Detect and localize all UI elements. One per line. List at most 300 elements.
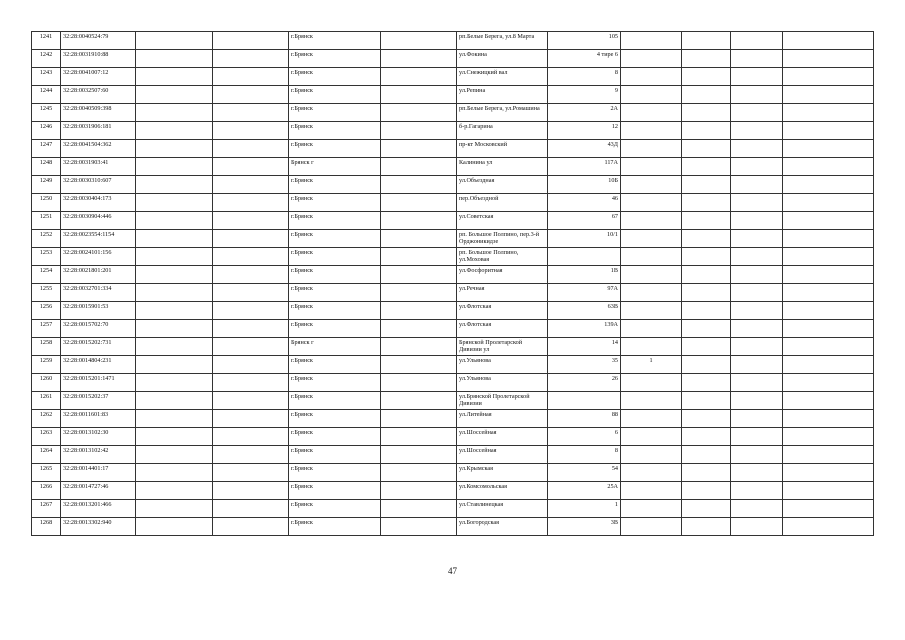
cell-cadastral-number: 32:28:0030404:173 xyxy=(61,194,136,212)
cell-cadastral-number: 32:28:0030310:607 xyxy=(61,176,136,194)
cell-empty xyxy=(381,212,457,230)
table-row xyxy=(32,284,874,302)
cell-empty xyxy=(213,212,289,230)
cell-extra xyxy=(621,122,682,140)
cell-house xyxy=(548,392,621,410)
cell-empty xyxy=(213,194,289,212)
cell-city: г.Брянск xyxy=(289,284,381,302)
cell-address: рп.Белые Берега, ул.Ромашина xyxy=(457,104,548,122)
cell-empty xyxy=(136,482,213,500)
table-row xyxy=(32,464,874,482)
cell-empty xyxy=(731,212,783,230)
cell-empty xyxy=(136,266,213,284)
cell-empty xyxy=(731,446,783,464)
cell-house: 35 xyxy=(548,356,621,374)
cell-empty xyxy=(136,338,213,356)
cell-empty xyxy=(136,320,213,338)
cell-address: пр-кт Московский xyxy=(457,140,548,158)
cell-number: 1262 xyxy=(32,410,61,428)
cell-empty xyxy=(682,392,731,410)
table-row xyxy=(32,482,874,500)
cell-house: 6 xyxy=(548,428,621,446)
cell-extra xyxy=(621,410,682,428)
cell-number: 1241 xyxy=(32,32,61,50)
cell-cadastral-number: 32:28:0032701:334 xyxy=(61,284,136,302)
cell-empty xyxy=(731,338,783,356)
cell-empty xyxy=(381,140,457,158)
cell-city: г.Брянск xyxy=(289,68,381,86)
cell-empty xyxy=(213,86,289,104)
cell-number: 1265 xyxy=(32,464,61,482)
cell-city: Брянск г xyxy=(289,338,381,356)
table-row xyxy=(32,140,874,158)
cell-extra xyxy=(621,284,682,302)
cell-empty xyxy=(731,464,783,482)
table-row xyxy=(32,230,874,248)
cell-house: 63В xyxy=(548,302,621,320)
cell-city: г.Брянск xyxy=(289,122,381,140)
cell-empty xyxy=(731,248,783,266)
cell-extra xyxy=(621,266,682,284)
cell-empty xyxy=(783,266,874,284)
cell-extra xyxy=(621,50,682,68)
cell-address: ул.Ставлинецкая xyxy=(457,500,548,518)
cell-house: 54 xyxy=(548,464,621,482)
table-row xyxy=(32,410,874,428)
cell-empty xyxy=(136,500,213,518)
cell-empty xyxy=(136,356,213,374)
cell-empty xyxy=(213,302,289,320)
cell-empty xyxy=(381,374,457,392)
table-row xyxy=(32,194,874,212)
cell-number: 1252 xyxy=(32,230,61,248)
cell-house: 139А xyxy=(548,320,621,338)
table-row xyxy=(32,104,874,122)
cell-empty xyxy=(136,68,213,86)
cell-extra xyxy=(621,32,682,50)
cell-empty xyxy=(783,482,874,500)
cell-cadastral-number: 32:28:0040524:79 xyxy=(61,32,136,50)
cell-number: 1250 xyxy=(32,194,61,212)
cell-extra xyxy=(621,212,682,230)
cell-empty xyxy=(682,482,731,500)
cell-empty xyxy=(731,518,783,536)
cell-address: ул.Комсомольская xyxy=(457,482,548,500)
cell-extra xyxy=(621,140,682,158)
cell-empty xyxy=(381,500,457,518)
cell-cadastral-number: 32:28:0013102:42 xyxy=(61,446,136,464)
cell-empty xyxy=(682,302,731,320)
cell-empty xyxy=(682,230,731,248)
cell-empty xyxy=(783,374,874,392)
cell-number: 1266 xyxy=(32,482,61,500)
cell-house: 8 xyxy=(548,68,621,86)
cell-empty xyxy=(783,86,874,104)
cell-empty xyxy=(682,158,731,176)
registry-table xyxy=(31,31,874,536)
cell-cadastral-number: 32:28:0014401:17 xyxy=(61,464,136,482)
cell-address: ул.Флотская xyxy=(457,320,548,338)
table-row xyxy=(32,302,874,320)
cell-house: 43Д xyxy=(548,140,621,158)
cell-city: г.Брянск xyxy=(289,518,381,536)
cell-empty xyxy=(783,122,874,140)
cell-empty xyxy=(213,122,289,140)
cell-empty xyxy=(381,320,457,338)
cell-empty xyxy=(381,194,457,212)
cell-cadastral-number: 32:28:0015202:37 xyxy=(61,392,136,410)
cell-empty xyxy=(381,446,457,464)
cell-address: рп. Большое Полпино, пер.3-й Орджоникидзе xyxy=(457,230,548,248)
cell-number: 1263 xyxy=(32,428,61,446)
cell-empty xyxy=(731,176,783,194)
cell-empty xyxy=(682,104,731,122)
cell-empty xyxy=(682,410,731,428)
cell-empty xyxy=(381,230,457,248)
cell-empty xyxy=(682,176,731,194)
cell-empty xyxy=(783,104,874,122)
cell-empty xyxy=(136,104,213,122)
cell-empty xyxy=(682,68,731,86)
cell-empty xyxy=(783,500,874,518)
cell-empty xyxy=(731,482,783,500)
cell-city: г.Брянск xyxy=(289,374,381,392)
cell-cadastral-number: 32:28:0040509:398 xyxy=(61,104,136,122)
table-row xyxy=(32,158,874,176)
cell-number: 1249 xyxy=(32,176,61,194)
cell-number: 1260 xyxy=(32,374,61,392)
cell-empty xyxy=(783,248,874,266)
cell-address: ул.Фосфоритная xyxy=(457,266,548,284)
page-number: 47 xyxy=(448,566,457,576)
cell-empty xyxy=(682,446,731,464)
cell-empty xyxy=(213,284,289,302)
cell-empty xyxy=(783,302,874,320)
cell-empty xyxy=(682,86,731,104)
cell-address: ул.Фокина xyxy=(457,50,548,68)
cell-extra xyxy=(621,176,682,194)
cell-empty xyxy=(136,302,213,320)
cell-extra xyxy=(621,158,682,176)
cell-empty xyxy=(783,464,874,482)
cell-city: г.Брянск xyxy=(289,194,381,212)
table-row xyxy=(32,176,874,194)
cell-empty xyxy=(213,338,289,356)
cell-empty xyxy=(213,464,289,482)
cell-address: ул.Ульянова xyxy=(457,374,548,392)
table-row xyxy=(32,212,874,230)
cell-house: 14 xyxy=(548,338,621,356)
cell-city: г.Брянск xyxy=(289,248,381,266)
cell-number: 1254 xyxy=(32,266,61,284)
cell-empty xyxy=(731,32,783,50)
cell-empty xyxy=(136,32,213,50)
cell-house: 2А xyxy=(548,104,621,122)
cell-extra xyxy=(621,482,682,500)
cell-city: г.Брянск xyxy=(289,320,381,338)
table-row xyxy=(32,32,874,50)
cell-empty xyxy=(682,50,731,68)
cell-cadastral-number: 32:28:0015201:1471 xyxy=(61,374,136,392)
cell-empty xyxy=(136,194,213,212)
cell-house: 8 xyxy=(548,446,621,464)
cell-empty xyxy=(731,320,783,338)
cell-house: 97А xyxy=(548,284,621,302)
cell-empty xyxy=(381,518,457,536)
cell-empty xyxy=(682,212,731,230)
cell-city: г.Брянск xyxy=(289,50,381,68)
cell-city: г.Брянск xyxy=(289,482,381,500)
cell-empty xyxy=(682,428,731,446)
cell-city: г.Брянск xyxy=(289,302,381,320)
cell-empty xyxy=(381,86,457,104)
cell-extra xyxy=(621,338,682,356)
cell-number: 1242 xyxy=(32,50,61,68)
cell-empty xyxy=(783,32,874,50)
cell-empty xyxy=(381,176,457,194)
cell-address: ул.Флотская xyxy=(457,302,548,320)
cell-cadastral-number: 32:28:0041007:12 xyxy=(61,68,136,86)
table-row xyxy=(32,86,874,104)
cell-city: г.Брянск xyxy=(289,32,381,50)
cell-empty xyxy=(682,464,731,482)
cell-empty xyxy=(783,518,874,536)
cell-empty xyxy=(731,302,783,320)
cell-number: 1267 xyxy=(32,500,61,518)
cell-empty xyxy=(381,482,457,500)
cell-empty xyxy=(783,320,874,338)
cell-house: 3В xyxy=(548,518,621,536)
cell-cadastral-number: 32:28:0013201:466 xyxy=(61,500,136,518)
cell-house: 12 xyxy=(548,122,621,140)
cell-empty xyxy=(682,248,731,266)
cell-cadastral-number: 32:28:0031906:181 xyxy=(61,122,136,140)
cell-empty xyxy=(682,320,731,338)
cell-extra xyxy=(621,428,682,446)
cell-address: ул.Брянской Пролетарской Дивизии xyxy=(457,392,548,410)
cell-empty xyxy=(783,68,874,86)
cell-address: Калинина ул xyxy=(457,158,548,176)
cell-number: 1259 xyxy=(32,356,61,374)
cell-empty xyxy=(731,194,783,212)
cell-address: ул.Крымская xyxy=(457,464,548,482)
cell-house: 1В xyxy=(548,266,621,284)
cell-empty xyxy=(783,284,874,302)
table-row xyxy=(32,446,874,464)
cell-cadastral-number: 32:28:0011601:83 xyxy=(61,410,136,428)
cell-empty xyxy=(783,212,874,230)
cell-house: 9 xyxy=(548,86,621,104)
cell-empty xyxy=(682,32,731,50)
cell-number: 1268 xyxy=(32,518,61,536)
cell-city: г.Брянск xyxy=(289,464,381,482)
cell-empty xyxy=(136,392,213,410)
cell-empty xyxy=(381,104,457,122)
cell-empty xyxy=(213,158,289,176)
cell-cadastral-number: 32:28:0032507:60 xyxy=(61,86,136,104)
cell-empty xyxy=(731,284,783,302)
table-row xyxy=(32,500,874,518)
table-row xyxy=(32,50,874,68)
cell-empty xyxy=(213,176,289,194)
cell-address: б-р.Гагарина xyxy=(457,122,548,140)
cell-empty xyxy=(213,428,289,446)
cell-number: 1246 xyxy=(32,122,61,140)
cell-cadastral-number: 32:28:0023554:1154 xyxy=(61,230,136,248)
cell-empty xyxy=(682,194,731,212)
cell-house: 10Б xyxy=(548,176,621,194)
cell-cadastral-number: 32:28:0031910:88 xyxy=(61,50,136,68)
cell-empty xyxy=(682,356,731,374)
cell-empty xyxy=(783,446,874,464)
cell-empty xyxy=(136,464,213,482)
cell-city: Брянск г xyxy=(289,158,381,176)
cell-empty xyxy=(381,338,457,356)
cell-number: 1244 xyxy=(32,86,61,104)
cell-city: г.Брянск xyxy=(289,230,381,248)
cell-extra xyxy=(621,86,682,104)
cell-empty xyxy=(731,356,783,374)
cell-cadastral-number: 32:28:0014804:231 xyxy=(61,356,136,374)
cell-extra xyxy=(621,68,682,86)
cell-empty xyxy=(381,356,457,374)
cell-empty xyxy=(731,104,783,122)
cell-empty xyxy=(682,518,731,536)
cell-empty xyxy=(136,248,213,266)
cell-empty xyxy=(136,86,213,104)
table-row xyxy=(32,392,874,410)
cell-empty xyxy=(682,500,731,518)
cell-empty xyxy=(136,446,213,464)
cell-empty xyxy=(136,428,213,446)
cell-city: г.Брянск xyxy=(289,266,381,284)
cell-address: ул.Богородская xyxy=(457,518,548,536)
cell-extra xyxy=(621,392,682,410)
table-row xyxy=(32,518,874,536)
cell-city: г.Брянск xyxy=(289,428,381,446)
cell-empty xyxy=(381,122,457,140)
cell-empty xyxy=(783,176,874,194)
cell-empty xyxy=(213,140,289,158)
cell-empty xyxy=(136,176,213,194)
cell-number: 1253 xyxy=(32,248,61,266)
cell-city: г.Брянск xyxy=(289,212,381,230)
cell-empty xyxy=(682,374,731,392)
cell-number: 1256 xyxy=(32,302,61,320)
cell-empty xyxy=(213,32,289,50)
cell-empty xyxy=(136,158,213,176)
cell-address: ул.Шоссейная xyxy=(457,446,548,464)
cell-empty xyxy=(731,122,783,140)
cell-number: 1243 xyxy=(32,68,61,86)
cell-address: ул.Репина xyxy=(457,86,548,104)
cell-number: 1251 xyxy=(32,212,61,230)
cell-city: г.Брянск xyxy=(289,176,381,194)
cell-city: г.Брянск xyxy=(289,86,381,104)
cell-empty xyxy=(136,50,213,68)
cell-address: пер.Объездной xyxy=(457,194,548,212)
cell-empty xyxy=(731,428,783,446)
table-row xyxy=(32,428,874,446)
table-row xyxy=(32,266,874,284)
cell-empty xyxy=(731,140,783,158)
cell-empty xyxy=(213,104,289,122)
cell-city: г.Брянск xyxy=(289,356,381,374)
table-row xyxy=(32,338,874,356)
cell-empty xyxy=(213,68,289,86)
cell-house xyxy=(548,248,621,266)
cell-extra xyxy=(621,302,682,320)
cell-extra xyxy=(621,230,682,248)
cell-address: рп. Большое Полпино, ул.Моховая xyxy=(457,248,548,266)
cell-empty xyxy=(783,230,874,248)
cell-empty xyxy=(731,266,783,284)
cell-empty xyxy=(381,248,457,266)
cell-address: ул.Советская xyxy=(457,212,548,230)
cell-house: 26 xyxy=(548,374,621,392)
cell-extra xyxy=(621,518,682,536)
cell-empty xyxy=(783,194,874,212)
cell-number: 1258 xyxy=(32,338,61,356)
cell-address: ул.Речная xyxy=(457,284,548,302)
cell-empty xyxy=(731,86,783,104)
cell-empty xyxy=(136,410,213,428)
cell-city: г.Брянск xyxy=(289,140,381,158)
cell-house: 67 xyxy=(548,212,621,230)
cell-extra xyxy=(621,104,682,122)
cell-house: 4 тире 6 xyxy=(548,50,621,68)
cell-empty xyxy=(213,50,289,68)
cell-number: 1261 xyxy=(32,392,61,410)
cell-house: 88 xyxy=(548,410,621,428)
cell-empty xyxy=(213,320,289,338)
cell-empty xyxy=(381,464,457,482)
cell-empty xyxy=(682,284,731,302)
table-row xyxy=(32,320,874,338)
cell-address: ул.Ульянова xyxy=(457,356,548,374)
cell-address: рп.Белые Берега, ул.8 Марта xyxy=(457,32,548,50)
cell-city: г.Брянск xyxy=(289,104,381,122)
cell-number: 1248 xyxy=(32,158,61,176)
cell-cadastral-number: 32:28:0015702:70 xyxy=(61,320,136,338)
cell-cadastral-number: 32:28:0014727:46 xyxy=(61,482,136,500)
cell-empty xyxy=(731,410,783,428)
cell-empty xyxy=(136,122,213,140)
cell-empty xyxy=(783,410,874,428)
cell-empty xyxy=(682,266,731,284)
cell-empty xyxy=(682,140,731,158)
cell-cadastral-number: 32:28:0021801:201 xyxy=(61,266,136,284)
cell-empty xyxy=(731,374,783,392)
cell-extra xyxy=(621,464,682,482)
cell-empty xyxy=(783,428,874,446)
cell-empty xyxy=(136,518,213,536)
cell-number: 1245 xyxy=(32,104,61,122)
cell-empty xyxy=(783,50,874,68)
table-row xyxy=(32,374,874,392)
cell-city: г.Брянск xyxy=(289,446,381,464)
cell-city: г.Брянск xyxy=(289,500,381,518)
cell-city: г.Брянск xyxy=(289,410,381,428)
cell-house: 105 xyxy=(548,32,621,50)
table-row xyxy=(32,356,874,374)
cell-house: 1 xyxy=(548,500,621,518)
cell-empty xyxy=(783,158,874,176)
cell-empty xyxy=(381,302,457,320)
cell-empty xyxy=(213,266,289,284)
cell-empty xyxy=(213,248,289,266)
cell-empty xyxy=(731,158,783,176)
